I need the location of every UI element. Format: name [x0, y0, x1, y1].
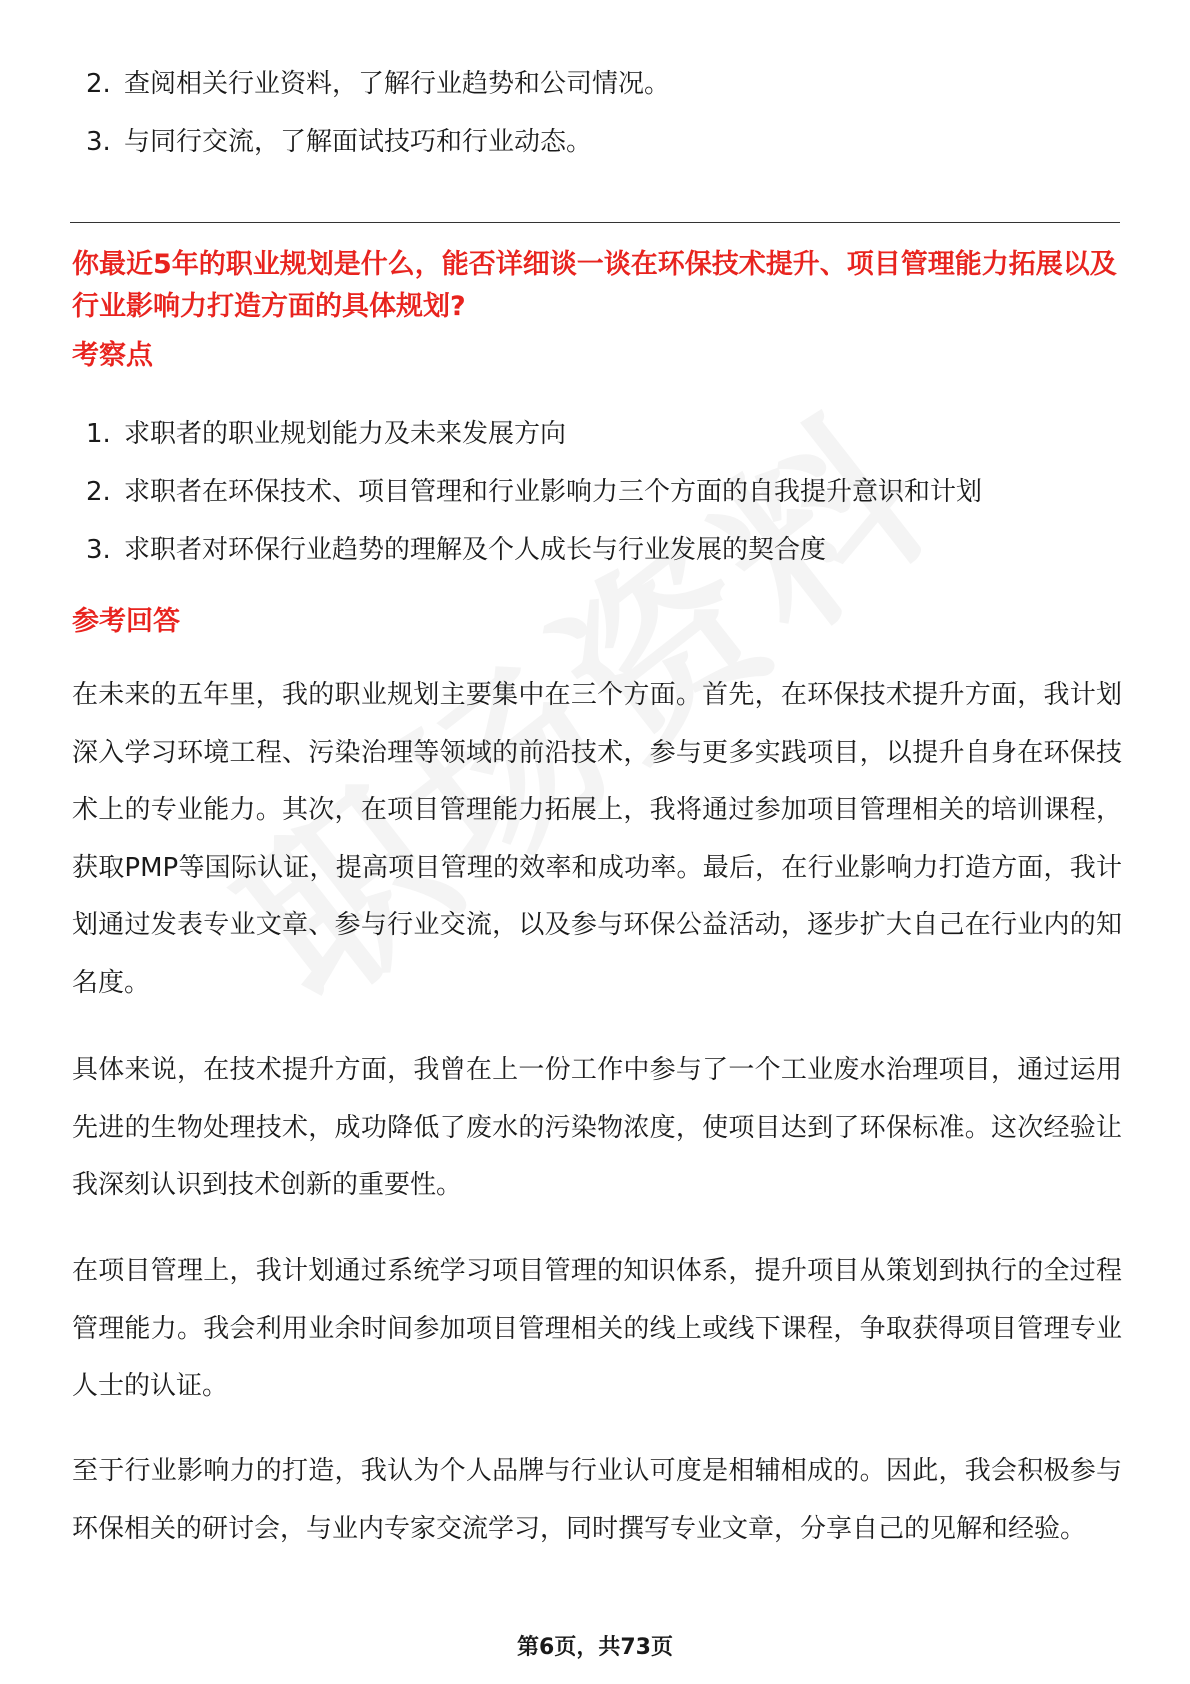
list-number: 1.	[86, 419, 111, 449]
exam-points-list	[86, 405, 982, 579]
page-number-footer: 第6页，共73页	[517, 1635, 673, 1660]
list-item	[86, 463, 982, 521]
list-number: 2.	[86, 477, 111, 507]
list-item	[86, 55, 670, 113]
list-text: 求职者的职业规划能力及未来发展方向	[124, 419, 567, 449]
list-text: 与同行交流，了解面试技巧和行业动态。	[124, 127, 593, 157]
list-item	[86, 521, 982, 579]
reference-answer-title: 参考回答	[72, 606, 180, 637]
answer-paragraph: 至于行业影响力的打造，我认为个人品牌与行业认可度是相辅相成的。因此，我会积极参与环保相关的研讨会，与业内专家交流学习，同时撰写专业文章，分享自己的见解和经验。	[72, 1456, 1122, 1544]
list-number: 3.	[86, 127, 111, 157]
list-number: 3.	[86, 535, 111, 565]
section-divider	[70, 222, 1120, 223]
list-item	[86, 113, 670, 171]
list-text: 求职者对环保行业趋势的理解及个人成长与行业发展的契合度	[124, 535, 827, 565]
question-heading: 你最近5年的职业规划是什么，能否详细谈一谈在环保技术提升、项目管理能力拓展以及行业影响力打造方面的具体规划?	[72, 249, 1117, 322]
answer-paragraph: 在未来的五年里，我的职业规划主要集中在三个方面。首先，在环保技术提升方面，我计划深入学习环境工程、污染治理等领域的前沿技术，参与更多实践项目，以提升自身在环保技术上的专业能力。其次，在项目管理能力拓展上，我将通过参加项目管理相关的培训课程，获取PMP等国际认证，提高项目管理的效率和成功率。最后，在行业影响力打造方面，我计划通过发表专业文章、参与行业交流，以及参与环保公益活动，逐步扩大自己在行业内的知名度。	[72, 680, 1122, 998]
answer-paragraph: 在项目管理上，我计划通过系统学习项目管理的知识体系，提升项目从策划到执行的全过程管理能力。我会利用业余时间参加项目管理相关的线上或线下课程，争取获得项目管理专业人士的认证。	[72, 1256, 1122, 1401]
list-number: 2.	[86, 69, 111, 99]
list-text: 查阅相关行业资料，了解行业趋势和公司情况。	[124, 69, 671, 99]
answer-paragraph: 具体来说，在技术提升方面，我曾在上一份工作中参与了一个工业废水治理项目，通过运用先进的生物处理技术，成功降低了废水的污染物浓度，使项目达到了环保标准。这次经验让我深刻认识到技术创新的重要性。	[72, 1055, 1122, 1200]
list-text: 求职者在环保技术、项目管理和行业影响力三个方面的自我提升意识和计划	[124, 477, 983, 507]
previous-list	[86, 55, 670, 171]
list-item	[86, 405, 982, 463]
exam-points-title: 考察点	[72, 340, 153, 371]
